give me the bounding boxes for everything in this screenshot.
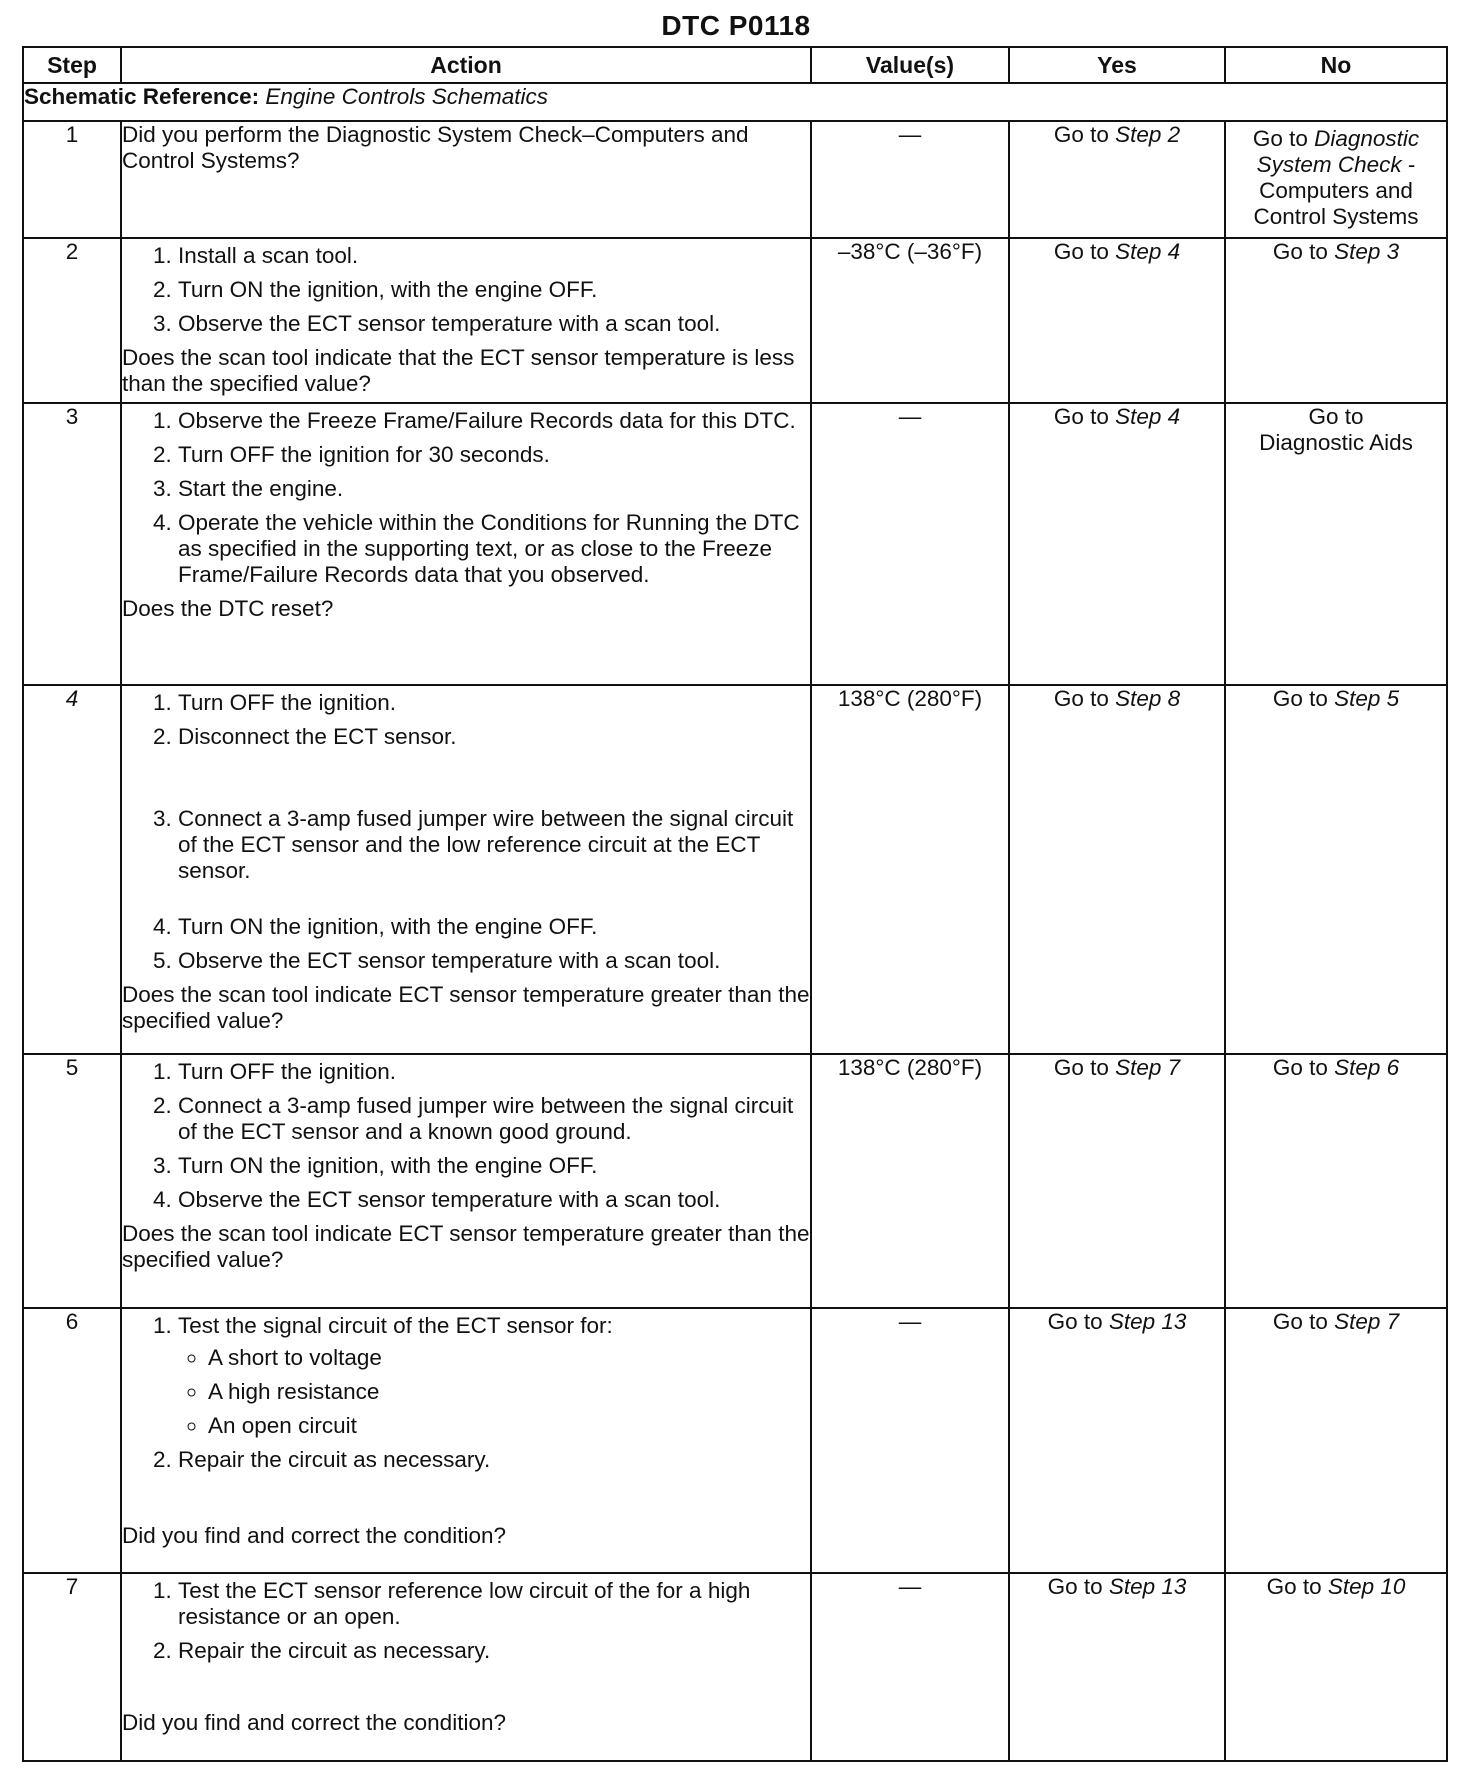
table-row (23, 238, 1447, 403)
action-step: 2. Turn OFF the ignition for 30 seconds. (178, 442, 810, 468)
step-number: 1 (23, 121, 121, 238)
page-title: DTC P0118 (661, 10, 811, 41)
value-cell: 138°C (280°F) (811, 1054, 1009, 1308)
value-cell: — (811, 403, 1009, 685)
schematic-reference (23, 83, 1447, 121)
action-cell (121, 238, 811, 403)
value-cell: — (811, 1573, 1009, 1761)
no-prefix: Go to (1272, 1309, 1328, 1334)
bullet-item: ◦ A short to voltage (208, 1345, 810, 1371)
dtc-table (22, 46, 1448, 1762)
yes-prefix: Go to (1053, 122, 1109, 147)
action-step: 3. Turn ON the ignition, with the engine OFF. (178, 1153, 810, 1179)
no-cell[interactable] (1225, 121, 1447, 238)
no-link[interactable]: Diagnostic Aids (1259, 430, 1413, 455)
yes-prefix: Go to (1053, 404, 1109, 429)
yes-prefix: Go to (1047, 1309, 1103, 1334)
step-number: 3 (23, 403, 121, 685)
action-step: 4. Turn ON the ignition, with the engine OFF. (178, 914, 810, 940)
step-number: 5 (23, 1054, 121, 1308)
action-step: 1. Observe the Freeze Frame/Failure Records data for this DTC. (178, 408, 810, 434)
no-link[interactable]: Step 10 (1327, 1574, 1406, 1599)
no-prefix: Go to (1252, 126, 1308, 151)
no-link[interactable]: Step 3 (1334, 239, 1400, 264)
action-steps (122, 690, 810, 974)
no-prefix: Go to (1272, 686, 1328, 711)
yes-cell[interactable] (1009, 685, 1225, 1054)
no-cell[interactable] (1225, 238, 1447, 403)
yes-link[interactable]: Step 8 (1115, 686, 1181, 711)
action-step: 1. Install a scan tool. (178, 243, 810, 269)
header-no: No (1225, 47, 1447, 83)
action-cell (121, 1054, 811, 1308)
action-question: Did you find and correct the condition? (122, 1523, 506, 1548)
step-number: 6 (23, 1308, 121, 1573)
header-action: Action (121, 47, 811, 83)
action-step-text: Test the signal circuit of the ECT sensor for: (178, 1313, 613, 1338)
action-step: 3. Start the engine. (178, 476, 810, 502)
bullet-item: ◦ An open circuit (208, 1413, 810, 1439)
table-row (23, 1054, 1447, 1308)
action-step: 2. Repair the circuit as necessary. (178, 1638, 810, 1664)
no-prefix: Go to (1272, 239, 1328, 264)
no-link[interactable]: Step 6 (1334, 1055, 1400, 1080)
schematic-reference-link[interactable]: Engine Controls Schematics (265, 84, 549, 109)
action-steps (122, 1313, 810, 1473)
value-cell: –38°C (–36°F) (811, 238, 1009, 403)
no-cell[interactable] (1225, 1308, 1447, 1573)
action-question: Does the DTC reset? (122, 596, 334, 621)
action-step: 2. Connect a 3-amp fused jumper wire between the signal circuit of the ECT sensor and a known good ground. (178, 1093, 810, 1145)
action-step: 1. Test the ECT sensor reference low circuit of the for a high resistance or an open. (178, 1578, 810, 1630)
step-number: 4 (23, 685, 121, 1054)
yes-prefix: Go to (1053, 1055, 1109, 1080)
header-values: Value(s) (811, 47, 1009, 83)
action-step: 1. Turn OFF the ignition. (178, 1059, 810, 1085)
no-link[interactable]: Diagnostic System Check (1256, 126, 1420, 177)
action-step: 3. Connect a 3-amp fused jumper wire between the signal circuit of the ECT sensor and the low reference circuit at the ECT sensor. (178, 806, 810, 884)
table-row (23, 685, 1447, 1054)
step-number: 2 (23, 238, 121, 403)
table-row (23, 1573, 1447, 1761)
action-step: 2. Disconnect the ECT sensor. (178, 724, 810, 750)
yes-link[interactable]: Step 13 (1108, 1309, 1187, 1334)
yes-link[interactable]: Step 7 (1115, 1055, 1181, 1080)
action-step: 3. Observe the ECT sensor temperature with a scan tool. (178, 311, 810, 337)
action-question: Does the scan tool indicate ECT sensor temperature greater than the specified value? (122, 1221, 810, 1272)
yes-cell[interactable] (1009, 121, 1225, 238)
action-steps (122, 1578, 810, 1664)
yes-link[interactable]: Step 13 (1108, 1574, 1187, 1599)
action-step (178, 1313, 810, 1439)
header-yes: Yes (1009, 47, 1225, 83)
action-step: 4. Operate the vehicle within the Conditions for Running the DTC as specified in the supporting text, or as close to the Freeze Frame/Failure Records data that you observed. (178, 510, 810, 588)
value-cell: — (811, 121, 1009, 238)
action-cell (121, 403, 811, 685)
action-question: Does the scan tool indicate that the ECT sensor temperature is less than the specified value? (122, 345, 795, 396)
no-prefix: Go to (1308, 404, 1364, 429)
yes-cell[interactable] (1009, 238, 1225, 403)
yes-prefix: Go to (1047, 1574, 1103, 1599)
step-number: 7 (23, 1573, 121, 1761)
bullet-item: ◦ A high resistance (208, 1379, 810, 1405)
header-row (23, 47, 1447, 83)
action-step: 5. Observe the ECT sensor temperature with a scan tool. (178, 948, 810, 974)
schematic-reference-row (23, 83, 1447, 121)
no-prefix: Go to (1272, 1055, 1328, 1080)
action-steps (122, 408, 810, 588)
no-cell[interactable] (1225, 403, 1447, 685)
action-step: 2. Repair the circuit as necessary. (178, 1447, 810, 1473)
no-prefix: Go to (1266, 1574, 1322, 1599)
action-cell (121, 1573, 811, 1761)
yes-prefix: Go to (1053, 239, 1109, 264)
yes-prefix: Go to (1053, 686, 1109, 711)
no-cell[interactable] (1225, 1054, 1447, 1308)
action-question: Does the scan tool indicate ECT sensor temperature greater than the specified value? (122, 982, 810, 1033)
action-text: Did you perform the Diagnostic System Check–Computers and Control Systems? (122, 122, 749, 173)
table-row (23, 403, 1447, 685)
header-step: Step (23, 47, 121, 83)
no-cell[interactable] (1225, 685, 1447, 1054)
yes-cell[interactable] (1009, 1573, 1225, 1761)
no-cell[interactable] (1225, 1573, 1447, 1761)
yes-link[interactable]: Step 2 (1115, 122, 1181, 147)
action-cell (121, 685, 811, 1054)
bullet-list (178, 1345, 810, 1439)
table-row (23, 121, 1447, 238)
schematic-reference-label: Schematic Reference: (24, 84, 260, 109)
value-cell: 138°C (280°F) (811, 685, 1009, 1054)
action-steps (122, 243, 810, 337)
yes-link[interactable]: Step 4 (1115, 404, 1181, 429)
yes-cell[interactable] (1009, 1308, 1225, 1573)
no-link[interactable]: Step 5 (1334, 686, 1400, 711)
yes-cell[interactable] (1009, 1054, 1225, 1308)
no-suffix: - Computers and Control Systems (1253, 152, 1419, 229)
action-question: Did you find and correct the condition? (122, 1710, 506, 1735)
action-cell (121, 121, 811, 238)
no-link[interactable]: Step 7 (1334, 1309, 1400, 1334)
yes-link[interactable]: Step 4 (1115, 239, 1181, 264)
action-step: 2. Turn ON the ignition, with the engine OFF. (178, 277, 810, 303)
value-cell: — (811, 1308, 1009, 1573)
table-row (23, 1308, 1447, 1573)
action-step: 4. Observe the ECT sensor temperature with a scan tool. (178, 1187, 810, 1213)
action-cell (121, 1308, 811, 1573)
action-steps (122, 1059, 810, 1213)
yes-cell[interactable] (1009, 403, 1225, 685)
action-step: 1. Turn OFF the ignition. (178, 690, 810, 716)
